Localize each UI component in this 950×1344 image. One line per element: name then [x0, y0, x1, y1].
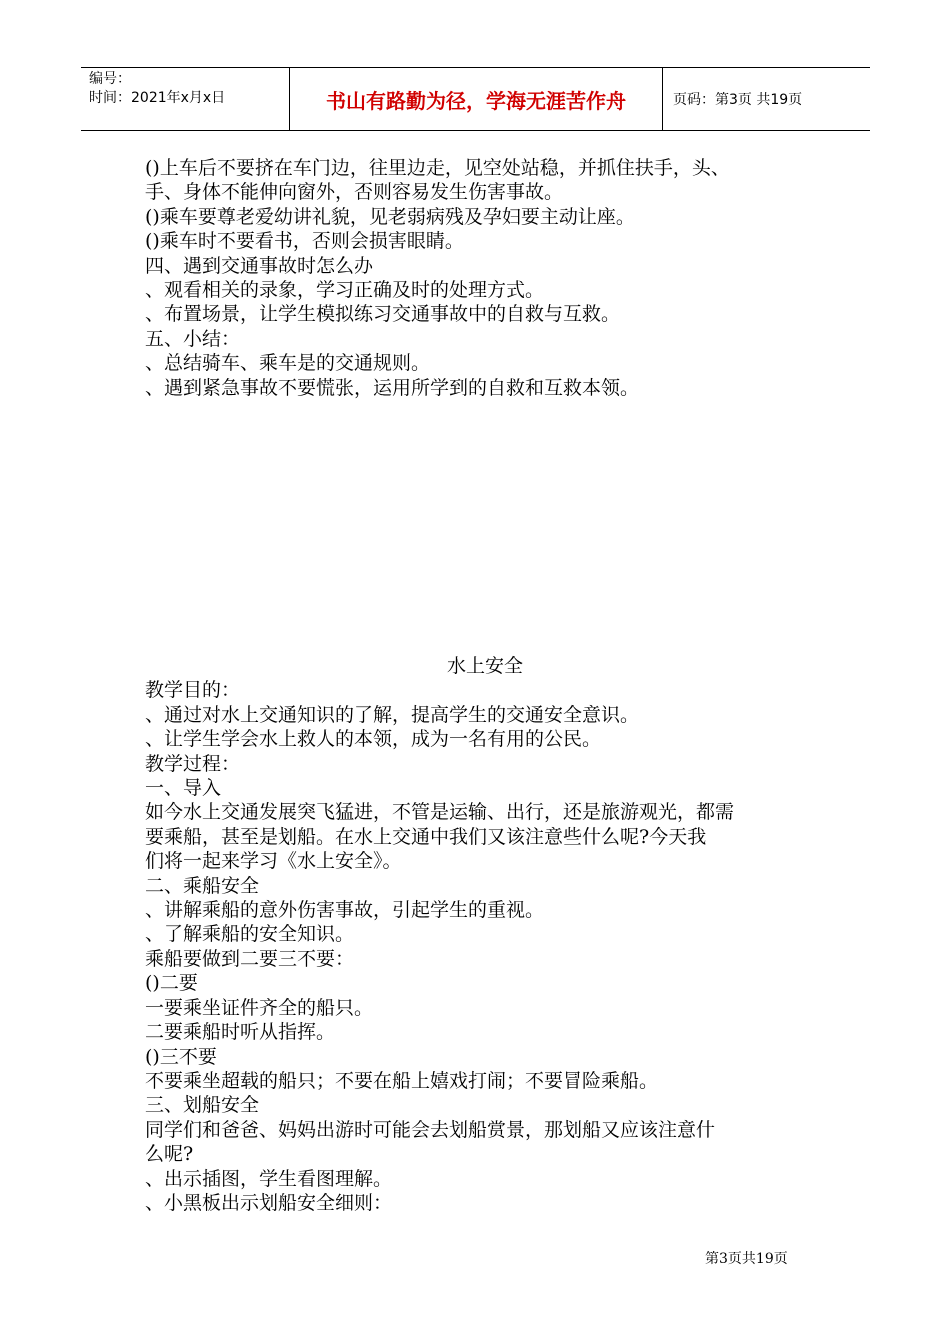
text-line: 、通过对水上交通知识的了解，提高学生的交通安全意识。 [145, 703, 640, 726]
text-line: 乘船要做到二要三不要： [145, 947, 355, 970]
section-title: 水上安全 [446, 655, 523, 677]
text-line: 不要乘坐超载的船只；不要在船上嬉戏打闹；不要冒险乘船。 [145, 1069, 659, 1092]
text-line: 二要乘船时听从指挥。 [145, 1021, 336, 1044]
text-line: 教学目的： [145, 679, 241, 702]
section-heading: 五、小结： [145, 327, 241, 350]
text-line: ()乘车要尊老爱幼讲礼貌，见老弱病残及孕妇要主动让座。 [145, 205, 635, 228]
text-line: 、让学生学会水上救人的本领，成为一名有用的公民。 [145, 728, 602, 751]
text-line: 教学过程： [145, 752, 241, 775]
text-line: 么呢? [145, 1143, 194, 1166]
text-line: 手、身体不能伸向窗外，否则容易发生伤害事故。 [145, 181, 564, 204]
document-time-label: 时间：2021年x月x日 [89, 90, 226, 106]
content-block-1 [145, 156, 825, 400]
header-meta [81, 68, 290, 130]
text-line: 、讲解乘船的意外伤害事故，引起学生的重视。 [145, 899, 545, 922]
page-footer: 第3页共19页 [705, 1251, 788, 1267]
text-line: 、总结骑车、乘车是的交通规则。 [145, 352, 431, 375]
section-heading: 四、遇到交通事故时怎么办 [145, 254, 374, 277]
text-line: ()二要 [145, 972, 198, 995]
document-number-label: 编号： [89, 71, 131, 87]
text-line: 、观看相关的录象，学习正确及时的处理方式。 [145, 279, 545, 302]
text-line: 要乘船，甚至是划船。在水上交通中我们又该注意些什么呢?今天我 [145, 825, 707, 848]
text-line: 、了解乘船的安全知识。 [145, 923, 355, 946]
text-line: ()乘车时不要看书，否则会损害眼睛。 [145, 230, 464, 253]
text-line: ()上车后不要挤在车门边，往里边走，见空处站稳，并抓住扶手，头、 [145, 157, 730, 179]
content-block-2 [145, 654, 825, 1215]
page-header [81, 67, 870, 131]
text-line: 、小黑板出示划船安全细则： [145, 1191, 393, 1214]
text-line: 、布置场景，让学生模拟练习交通事故中的自救与互救。 [145, 303, 621, 326]
text-line: 、出示插图，学生看图理解。 [145, 1167, 393, 1190]
text-line: 同学们和爸爸、妈妈出游时可能会去划船赏景，那划船又应该注意什 [145, 1118, 716, 1141]
section-heading: 一、导入 [145, 777, 222, 800]
section-heading: 二、乘船安全 [145, 874, 260, 897]
section-heading: 三、划船安全 [145, 1094, 260, 1117]
header-motto: 书山有路勤为径，学海无涯苦作舟 [290, 68, 663, 130]
text-line: ()三不要 [145, 1045, 217, 1068]
text-line: 一要乘坐证件齐全的船只。 [145, 996, 374, 1019]
text-line: 、遇到紧急事故不要慌张，运用所学到的自救和互救本领。 [145, 376, 640, 399]
text-line: 如今水上交通发展突飞猛进，不管是运输、出行，还是旅游观光，都需 [145, 801, 735, 824]
header-page-info: 页码：第3页 共19页 [673, 92, 803, 108]
text-line: 们将一起来学习《水上安全》。 [145, 850, 402, 873]
